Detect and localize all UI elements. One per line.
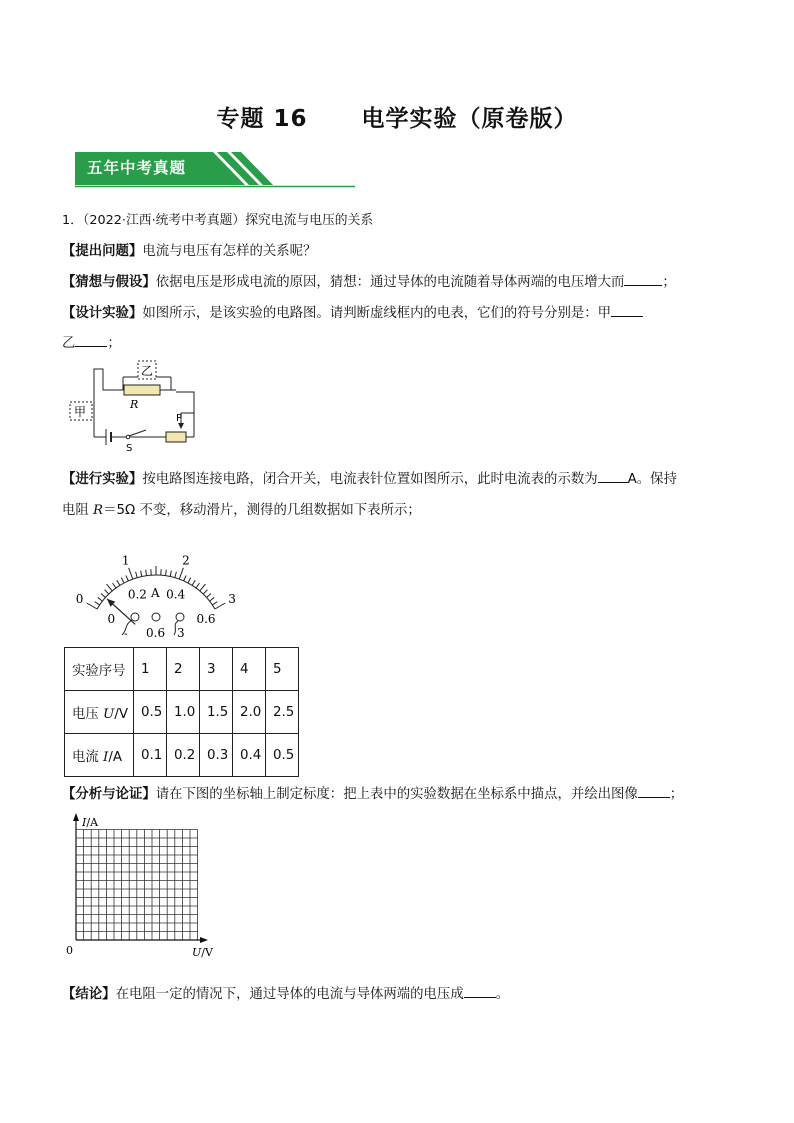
- table-row-label: [65, 691, 134, 734]
- design-line2-pre: 乙: [62, 336, 76, 351]
- table-cell: 0.2: [167, 734, 200, 777]
- table-cell: 0.5: [266, 734, 299, 777]
- meter-tick: [129, 568, 133, 579]
- y-axis-sym: I: [82, 816, 87, 829]
- meter-tick: [113, 583, 117, 588]
- table-row-label: [65, 734, 134, 777]
- jia-blank[interactable]: [611, 303, 643, 317]
- run-line2-b: ＝5Ω 不变，移动滑片，测得的几组数据如下表所示；: [103, 503, 421, 518]
- terminal-minus-icon: [131, 613, 139, 621]
- meter-tick: [170, 571, 171, 577]
- meter-tick: [212, 602, 217, 605]
- meter-tick: [188, 578, 191, 583]
- analysis-text: 请在下图的坐标轴上制定标度：把上表中的实验数据在坐标系中描点，并绘出图像: [155, 787, 638, 802]
- conclusion-text: 在电阻一定的情况下，通过导体的电流与导体两端的电压成: [115, 987, 464, 1002]
- run-unit: A。保持: [627, 472, 677, 487]
- table-cell: 0.3: [200, 734, 233, 777]
- raise-question-tag: 【提出问题】: [62, 244, 143, 259]
- current-label-sym: I: [103, 749, 109, 765]
- guess-tag: 【猜想与假设】: [62, 275, 156, 290]
- meter-tick: [136, 572, 138, 578]
- meter-tick: [207, 593, 211, 597]
- meter-tick: [105, 590, 109, 594]
- terminal-label-3: 3: [177, 626, 185, 640]
- table-cell: 5: [266, 648, 299, 691]
- meter-tick: [126, 575, 128, 580]
- table-cell: 4: [233, 648, 266, 691]
- meter-top-label-1: 1: [121, 553, 130, 568]
- meter-unit: A: [151, 586, 160, 600]
- section-banner: [75, 152, 355, 188]
- current-label-a: 电流: [72, 749, 104, 765]
- meter-top-label-2: 2: [182, 553, 190, 568]
- run-tag: 【进行实验】: [62, 472, 143, 487]
- yi-blank[interactable]: [75, 333, 107, 347]
- meter-tick: [87, 603, 97, 609]
- meter-tick: [107, 584, 113, 591]
- x-axis-unit: /V: [201, 946, 213, 959]
- table-cell: 2.0: [233, 691, 266, 734]
- design-text: 如图所示，是该实验的电路图。请判断虚线框内的电表，它们的符号分别是：甲: [142, 306, 612, 321]
- table-cell: 1.5: [200, 691, 233, 734]
- meter-bottom-label-2: 0.4: [166, 587, 186, 602]
- design-line2-end: ；: [107, 336, 121, 351]
- analysis-end: ；: [669, 787, 684, 802]
- ammeter-reading-blank[interactable]: [598, 469, 628, 483]
- meter-tick: [121, 578, 124, 583]
- voltage-label-a: 电压: [72, 706, 104, 722]
- conclusion-end: 。: [495, 987, 510, 1002]
- meter-bottom-label-3: 0.6: [196, 612, 216, 626]
- design-line-2: [62, 332, 121, 351]
- table-cell: 实验序号: [65, 648, 134, 691]
- meter-top-label-3: 3: [228, 592, 236, 606]
- voltage-label-unit: /V: [114, 706, 129, 722]
- terminal-label-0.6: 0.6: [146, 626, 166, 640]
- circuit-label-s: S: [126, 443, 133, 454]
- meter-tick: [196, 583, 200, 588]
- design-tag: 【设计实验】: [62, 306, 143, 321]
- run-line-2: [62, 499, 421, 518]
- ammeter-dial: [64, 525, 249, 643]
- circuit-label-p: P: [176, 413, 183, 424]
- terminal-0.6-icon: [152, 613, 160, 621]
- y-axis-unit: /A: [86, 816, 99, 829]
- conclusion-tag: 【结论】: [62, 987, 116, 1002]
- question-heading: 1．（2022·江西·统考中考真题）探究电流与电压的关系: [62, 213, 374, 228]
- x-axis-label: [192, 946, 214, 959]
- table-cell: 0.5: [134, 691, 167, 734]
- terminal-label-minus: -: [124, 627, 128, 640]
- table-row-current: [65, 734, 299, 777]
- meter-tick: [179, 568, 183, 579]
- current-label-unit: /A: [108, 749, 123, 765]
- meter-tick: [141, 571, 142, 577]
- graph-blank[interactable]: [638, 784, 670, 798]
- table-cell: 1: [134, 648, 167, 691]
- table-cell: 2: [167, 648, 200, 691]
- origin-label: 0: [66, 944, 73, 957]
- guess-blank[interactable]: [624, 272, 662, 286]
- table-cell: 0.1: [134, 734, 167, 777]
- table-cell: 1.0: [167, 691, 200, 734]
- analysis-line: [62, 783, 683, 802]
- page-title: 专题 16 电学实验（原卷版）: [216, 106, 578, 132]
- guess-line: [62, 271, 676, 290]
- data-table: [64, 647, 299, 777]
- analysis-tag: 【分析与论证】: [62, 787, 156, 802]
- table-cell: 3: [200, 648, 233, 691]
- meter-tick: [215, 603, 225, 609]
- meter-tick: [95, 602, 100, 605]
- y-axis-arrow-icon: [73, 813, 79, 821]
- table-row-header: [65, 648, 299, 691]
- banner-label: 五年中考真题: [87, 159, 187, 177]
- raise-question-line: [62, 240, 316, 259]
- design-line: [62, 302, 643, 321]
- meter-top-label-0: 0: [75, 592, 84, 606]
- x-axis-sym: U: [192, 946, 202, 959]
- meter-tick: [203, 590, 207, 594]
- guess-text: 依据电压是形成电流的原因，猜想：通过导体的电流随着导体两端的电压增大而: [155, 275, 625, 290]
- table-row-voltage: [65, 691, 299, 734]
- run-line: [62, 468, 677, 487]
- circuit-label-r: R: [130, 398, 139, 411]
- meter-bottom-label-1: 0.2: [127, 587, 147, 602]
- meter-tick: [192, 580, 195, 585]
- coordinate-grid: [62, 810, 242, 960]
- meter-tick: [98, 597, 103, 601]
- x-axis-arrow-icon: [200, 937, 208, 943]
- table-cell: 0.4: [233, 734, 266, 777]
- meter-tick: [101, 593, 105, 597]
- circuit-label-yi: 乙: [141, 364, 154, 378]
- meter-tick: [117, 580, 120, 585]
- terminal-3-icon: [176, 613, 184, 621]
- circuit-diagram: [66, 357, 206, 454]
- meter-tick: [165, 570, 166, 576]
- meter-tick: [175, 572, 177, 578]
- conclusion-blank[interactable]: [464, 984, 496, 998]
- meter-tick: [210, 597, 215, 601]
- guess-end: ；: [662, 275, 676, 290]
- meter-tick: [200, 584, 206, 591]
- meter-tick: [184, 575, 186, 580]
- meter-tick: [146, 570, 147, 576]
- raise-question-text: 电流与电压有怎样的关系呢？: [142, 244, 317, 259]
- circuit-label-jia: 甲: [74, 405, 87, 419]
- conclusion-line: [62, 983, 509, 1002]
- table-cell: 2.5: [266, 691, 299, 734]
- run-line2-r: R: [93, 503, 104, 518]
- y-axis-label: [81, 816, 99, 829]
- meter-bottom-label-0: 0: [107, 612, 116, 626]
- run-text: 按电路图连接电路，闭合开关，电流表针位置如图所示，此时电流表的示数为: [142, 472, 598, 487]
- run-line2-a: 电阻: [62, 503, 94, 518]
- voltage-label-sym: U: [103, 706, 115, 722]
